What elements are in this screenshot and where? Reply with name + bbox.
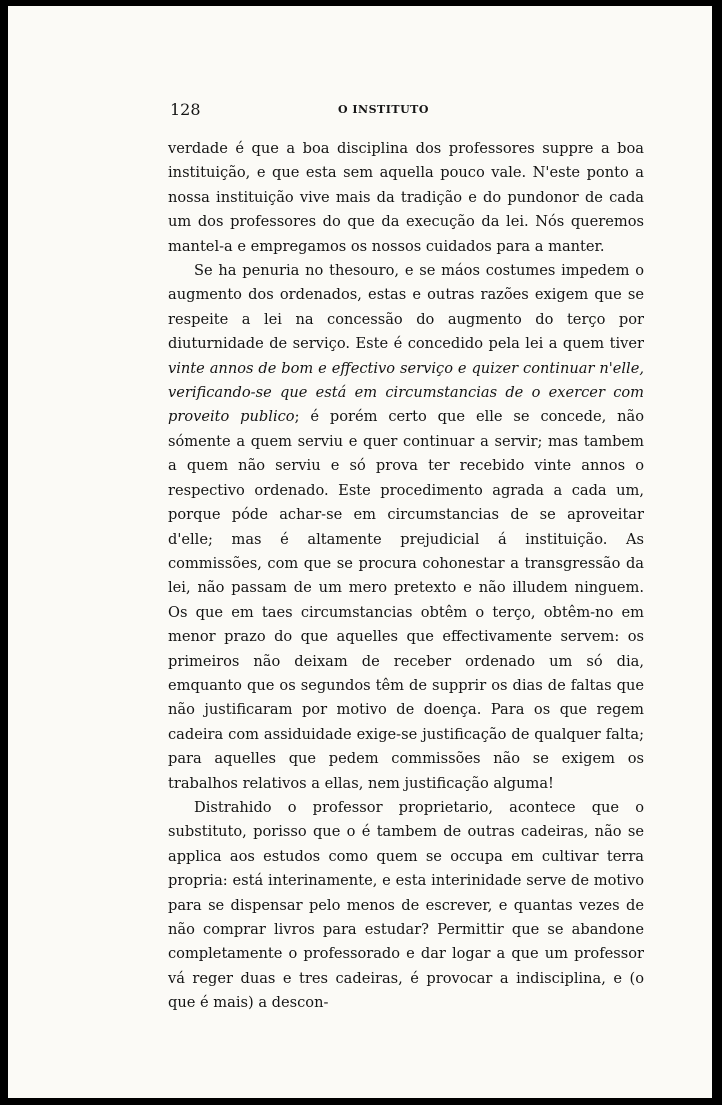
paragraph-text: Distrahido o professor proprietario, acontece que o substituto, porisso que o é tambem de outras cadeiras, não se applica aos estudos como quem se occupa em cultivar terra propria: está interinamente, e esta interinidade serve de motivo para se dispensar pelo menos de escrever, e quantas vezes de não comprar livros para estudar? Permittir que se abandone completamente o professorado e dar logar a que um professor vá reger duas e tres cadeiras, é provocar a indisciplina, e (o que é mais) a descon- xyxy=(168,798,644,1012)
paragraph-3 xyxy=(168,796,644,1016)
paragraph-italic-text: vinte annos de bom e effectivo serviço e quizer continuar n'elle, verificando-se que está em circumstancias de o exercer com proveito publico xyxy=(168,359,644,426)
body-text xyxy=(168,137,644,1016)
paragraph-text: ; é porém certo que elle se concede, não sómente a quem serviu e quer continuar a servir; mas tambem a quem não serviu e só prova ter recebido vinte annos o respectivo ordenado. Este procedimento agrada a cada um, porque póde achar-se em circumstancias de se aproveitar d'elle; mas é altamente prejudicial á instituição. As commissões, com que se procura cohonestar a transgressão da lei, não passam de um mero pretexto e não illudem ninguem. Os que em taes circumstancias obtêm o terço, obtêm-no em menor prazo do que aquelles que effectivamente servem: os primeiros não deixam de receber ordenado um só dia, emquanto que os segundos têm de supprir os dias de faltas que não justificaram por motivo de doença. Para os que regem cadeira com assiduidade exige-se justificação de qualquer falta; para aquelles que pedem commissões não se exigem os trabalhos relativos a ellas, nem justificação alguma! xyxy=(168,408,645,792)
book-page xyxy=(8,6,712,1098)
page-number: 128 xyxy=(170,100,201,119)
paragraph-2 xyxy=(168,259,644,796)
paragraph-text: verdade é que a boa disciplina dos professores suppre a boa instituição, e que esta sem aquella pouco vale. N'este ponto a nossa instituição vive mais da tradição e do pundonor de cada um dos professores do que da execução da lei. Nós queremos mantel-a e empregamos os nossos cuidados para a manter. xyxy=(168,140,644,255)
running-title: O INSTITUTO xyxy=(338,103,429,116)
page-header xyxy=(170,100,642,120)
paragraph-text: Se ha penuria no thesouro, e se máos costumes impedem o augmento dos ordenados, estas e outras razões exigem que se respeite a lei na concessão do augmento do terço por diuturnidade de serviço. Este é concedido pela lei a quem tiver xyxy=(168,262,644,353)
paragraph-1 xyxy=(168,137,644,259)
